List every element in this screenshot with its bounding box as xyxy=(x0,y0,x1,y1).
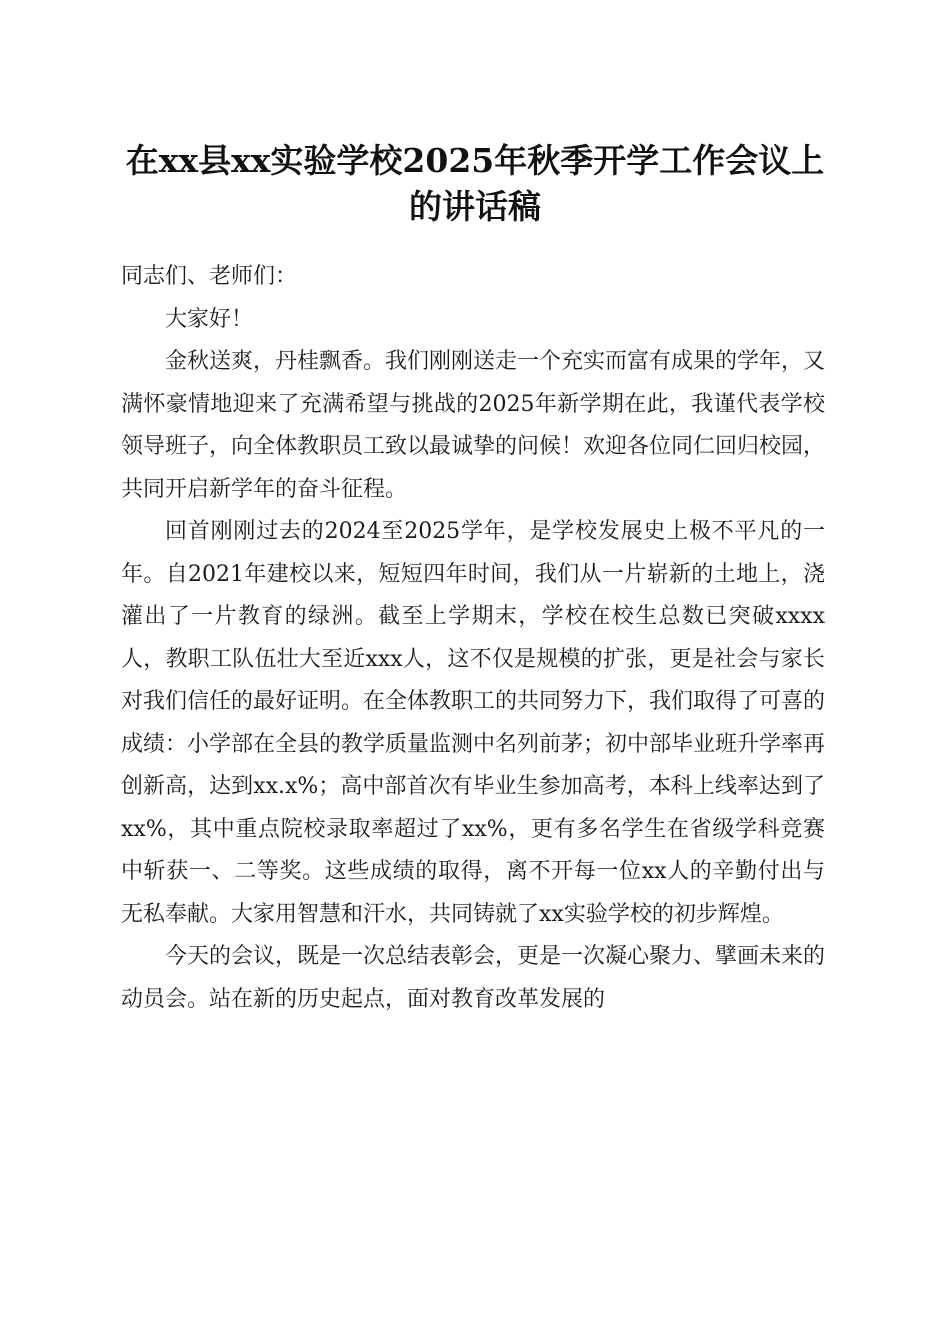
paragraph: 今天的会议，既是一次总结表彰会，更是一次凝心聚力、擘画未来的动员会。站在新的历史起点，面对教育改革发展的 xyxy=(121,944,826,1012)
paragraph: 回首刚刚过去的2024至2025学年，是学校发展史上极不平凡的一年。自2021年建校以来，短短四年时间，我们从一片崭新的土地上，浇灌出了一片教育的绿洲。截至上学期末，学校在校生总数已突破xxxx人，教职工队伍壮大至近xxx人，这不仅是规模的扩张，更是社会与家长对我们信任的最好证明。在全体教职工的共同努力下，我们取得了可喜的成绩：小学部在全县的教学质量监测中名列前茅；初中部毕业班升学率再创新高，达到xx.x%；高中部首次有毕业生参加高考，本科上线率达到了xx%，其中重点院校录取率超过了xx%，更有多名学生在省级学科竞赛中斩获一、二等奖。这些成绩的取得，离不开每一位xx人的辛勤付出与无私奉献。大家用智慧和汗水，共同铸就了xx实验学校的初步辉煌。 xyxy=(121,519,826,927)
greeting: 大家好！ xyxy=(165,306,254,332)
document-title: 在xx县xx实验学校2025年秋季开学工作会议上的讲话稿 xyxy=(125,141,825,226)
salutation: 同志们、老师们： xyxy=(121,264,298,289)
paragraph: 金秋送爽，丹桂飘香。我们刚刚送走一个充实而富有成果的学年，又满怀豪情地迎来了充满希望与挑战的2025年新学期在此，我谨代表学校领导班子，向全体教职员工致以最诚挚的问候！欢迎各位同仁回归校园，共同开启新学年的奋斗征程。 xyxy=(121,349,826,502)
document-body xyxy=(121,256,825,1021)
